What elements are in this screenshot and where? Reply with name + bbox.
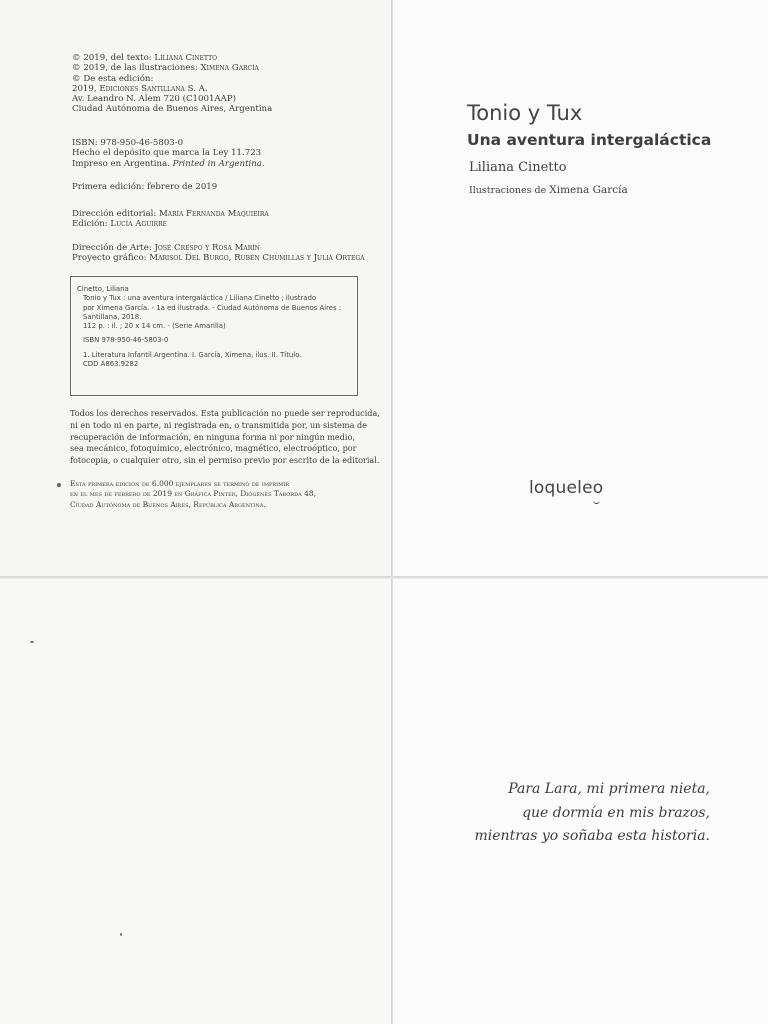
cip-line: Tonio y Tux : una aventura intergaláctica / Liliana Cinetto ; ilustrado [83, 294, 317, 303]
cip-line: Cinetto, Liliana [77, 285, 129, 293]
rights-line: ni en todo ni en parte, ni registrada en, o transmitida por, un sistema de [70, 419, 367, 430]
legal-block [72, 138, 265, 169]
book-subtitle: Una aventura intergaláctica [467, 131, 712, 149]
editorial-credits [72, 209, 269, 230]
scan-speck [30, 641, 34, 643]
cip-line: por Ximena García. - 1a ed ilustrada. - Ciudad Autónoma de Buenos Aires : [83, 303, 342, 312]
rights-line: sea mecánico, fotoquímico, electrónico, magnético, electroóptico, por [70, 443, 357, 454]
cip-line: Santillana, 2018. [83, 312, 142, 321]
rights-line: fotocopia, o cualquier otro, sin el permiso previo por escrito de la editorial. [70, 455, 380, 466]
blank-page [0, 579, 391, 1024]
printing-colophon [70, 479, 316, 510]
bullet-dot [57, 483, 61, 487]
edition-line: Primera edición: febrero de 2019 [72, 182, 218, 192]
copyright-line: © De esta edición: [72, 73, 154, 84]
cip-line: 1. Literatura Infantil Argentina. I. García, Ximena, ilus. II. Título. [83, 350, 302, 359]
rights-reserved-notice [70, 408, 380, 467]
catalog-record-box [70, 276, 358, 396]
copyright-line: 2019, Ediciones Santillana S. A. [72, 83, 208, 94]
scan-speck [120, 933, 122, 936]
art-direction: Dirección de Arte: José Crespo y Rosa Marín [72, 243, 260, 253]
deposit-line: Hecho el depósito que marca la Ley 11.723 [72, 148, 262, 159]
page-divider [0, 576, 768, 579]
rights-line: recuperación de información, en ninguna forma ni por ningún medio, [70, 431, 355, 442]
book-gutter [391, 0, 393, 1024]
publisher-logo: loqueleo [529, 478, 604, 498]
copyright-block [72, 53, 272, 115]
cip-line: ISBN 978-950-46-5803-0 [83, 336, 169, 345]
cip-line: CDD A863.9282 [83, 360, 139, 369]
isbn-line: ISBN: 978-950-46-5803-0 [72, 138, 184, 148]
dedication-line: que dormía en mis brazos, [522, 804, 710, 821]
printed-line: Impreso en Argentina. Printed in Argentina. [72, 158, 265, 169]
copyright-line: © 2019, de las ilustraciones: Ximena García [72, 63, 259, 74]
editorial-direction: Dirección editorial: María Fernanda Maquieira [72, 209, 269, 219]
colophon-line: en el mes de febrero de 2019 en Gráfica Pinter, Diógenes Taborda 48, [70, 489, 317, 499]
copyright-line: Av. Leandro N. Alem 720 (C1001AAP) [72, 94, 236, 105]
graphic-project: Proyecto gráfico: Marisol Del Burgo, Rubén Chumillas y Julia Ortega [72, 253, 365, 264]
colophon-line: Ciudad Autónoma de Buenos Aires, República Argentina. [70, 499, 266, 509]
dedication-line: mientras yo soñaba esta historia. [474, 828, 710, 844]
author-name: Liliana Cinetto [469, 160, 567, 175]
colophon-line: Esta primera edición de 6.000 ejemplares se terminó de imprimir [70, 479, 289, 488]
rights-line: Todos los derechos reservados. Esta publicación no puede ser reproducida, [70, 408, 380, 418]
edition-credit: Edición: Lucía Aguirre [72, 219, 168, 230]
art-credits [72, 243, 364, 264]
illustrator-credit: Ilustraciones de Ximena García [469, 184, 628, 196]
book-title: Tonio y Tux [467, 101, 583, 125]
copyright-line: Ciudad Autónoma de Buenos Aires, Argentina [72, 104, 273, 115]
cip-line: 112 p. : il. ; 20 x 14 cm. - (Serie Amarilla) [83, 322, 226, 331]
dedication-line: Para Lara, mi primera nieta, [508, 781, 710, 797]
dedication-text [475, 778, 710, 849]
copyright-line: © 2019, del texto: Liliana Cinetto [72, 53, 218, 63]
